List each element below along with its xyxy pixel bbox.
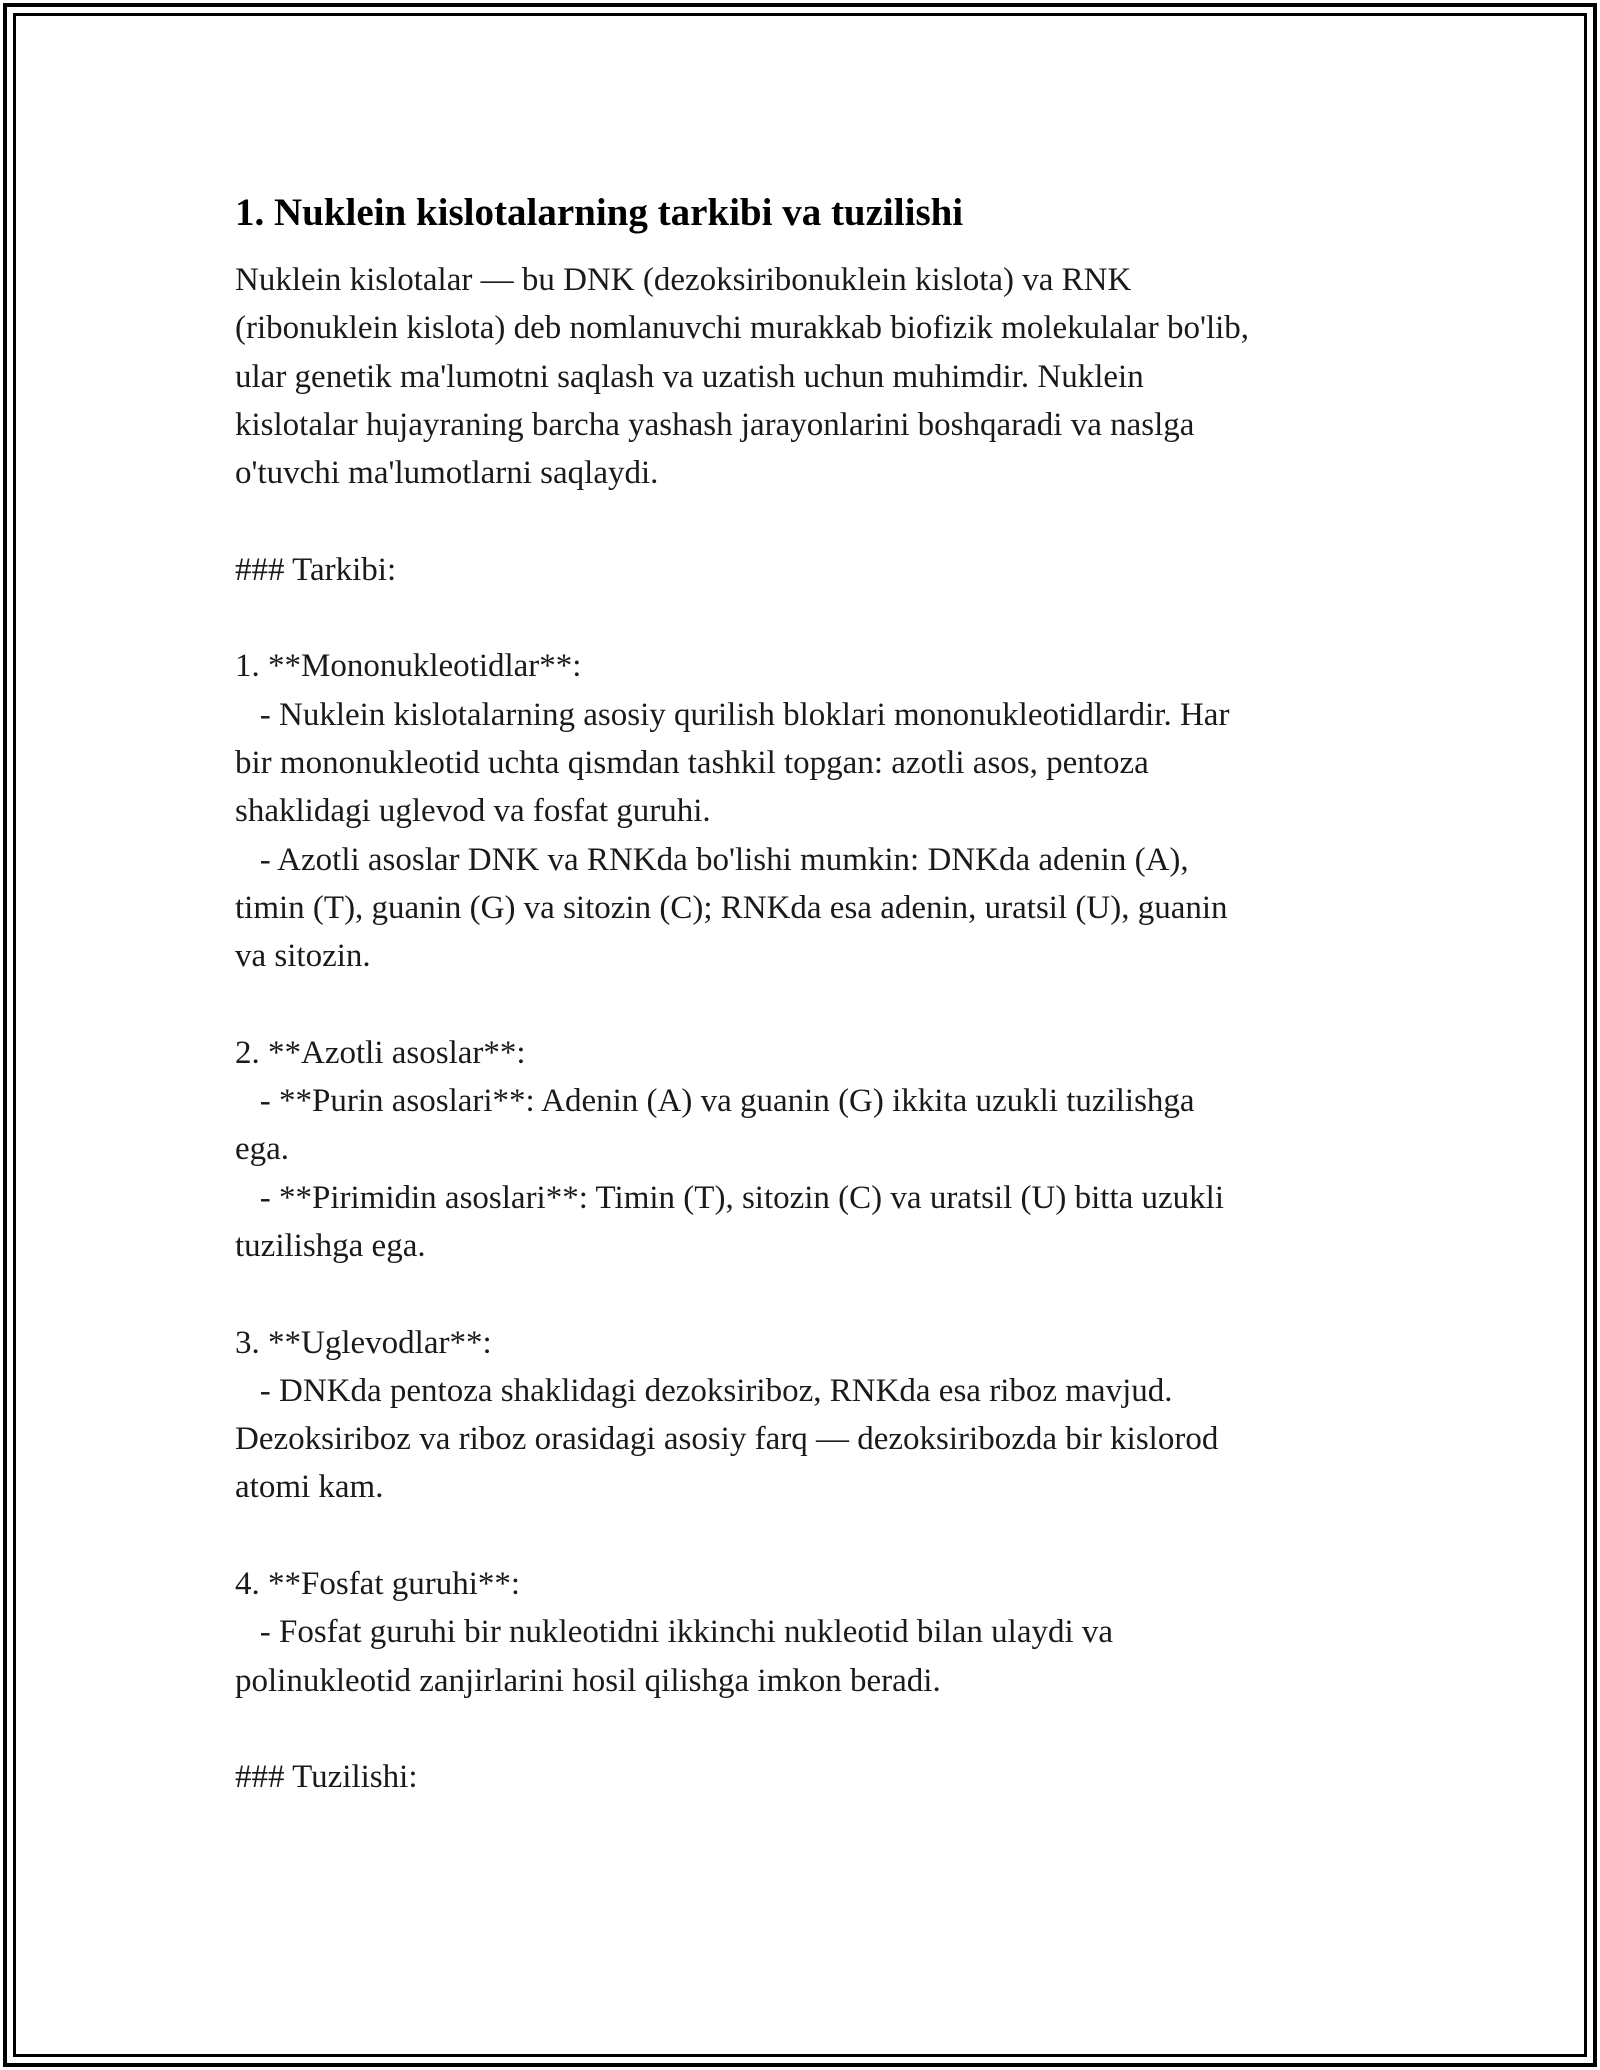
text-line: bir mononukleotid uchta qismdan tashkil topgan: azotli asos, pentoza <box>235 744 1149 781</box>
blank-line <box>235 594 1365 642</box>
blank-line <box>235 980 1365 1028</box>
text-line: ### Tuzilishi: <box>235 1759 418 1796</box>
document-body <box>235 184 1365 1802</box>
text-line: 1. **Mononukleotidlar**: <box>235 648 582 685</box>
text-line: ega. <box>235 1131 290 1168</box>
blank-line <box>235 497 1365 545</box>
text-line: Nuklein kislotalar — bu DNK (dezoksiribonuklein kislota) va RNK <box>235 262 1132 298</box>
text-line: shaklidagi uglevod va fosfat guruhi. <box>235 793 711 830</box>
text-line: kislotalar hujayraning barcha yashash jarayonlarini boshqaradi va naslga <box>235 406 1195 443</box>
text-line: Dezoksiriboz va riboz orasidagi asosiy farq — dezoksiribozda bir kislorod <box>235 1421 1219 1458</box>
text-line: - Fosfat guruhi bir nukleotidni ikkinchi nukleotid bilan ulaydi va <box>235 1614 1114 1651</box>
text-line: ular genetik ma'lumotni saqlash va uzatish uchun muhimdir. Nuklein <box>235 358 1144 395</box>
text-line: - **Pirimidin asoslari**: Timin (T), sitozin (C) va uratsil (U) bitta uzukli <box>235 1179 1225 1216</box>
text-line: atomi kam. <box>235 1469 384 1506</box>
text-line: - **Purin asoslari**: Adenin (A) va guanin (G) ikkita uzukli tuzilishga <box>235 1083 1195 1120</box>
blank-line <box>235 1705 1365 1753</box>
text-line: 3. **Uglevodlar**: <box>235 1324 492 1361</box>
text-line: va sitozin. <box>235 938 371 975</box>
text-line: timin (T), guanin (G) va sitozin (C); RNKda esa adenin, uratsil (U), guanin <box>235 889 1228 926</box>
text-line: polinukleotid zanjirlarini hosil qilishga imkon beradi. <box>235 1662 941 1699</box>
document-heading: 1. Nuklein kislotalarning tarkibi va tuzilishi <box>235 191 964 234</box>
text-line: 4. **Fosfat guruhi**: <box>235 1566 521 1603</box>
document-text <box>235 256 1365 1802</box>
text-line: o'tuvchi ma'lumotlarni saqlaydi. <box>235 455 659 492</box>
text-line: - Azotli asoslar DNK va RNKda bo'lishi mumkin: DNKda adenin (A), <box>235 841 1189 878</box>
blank-line <box>235 1270 1365 1318</box>
text-line: - Nuklein kislotalarning asosiy qurilish bloklari mononukleotidlardir. Har <box>235 696 1230 733</box>
text-line: 2. **Azotli asoslar**: <box>235 1034 526 1071</box>
text-line: tuzilishga ega. <box>235 1227 426 1264</box>
text-line: - DNKda pentoza shaklidagi dezoksiriboz, RNKda esa riboz mavjud. <box>235 1372 1173 1409</box>
blank-line <box>235 1512 1365 1560</box>
text-line: ### Tarkibi: <box>235 551 397 588</box>
text-line: (ribonuklein kislota) deb nomlanuvchi murakkab biofizik molekulalar bo'lib, <box>235 310 1250 347</box>
